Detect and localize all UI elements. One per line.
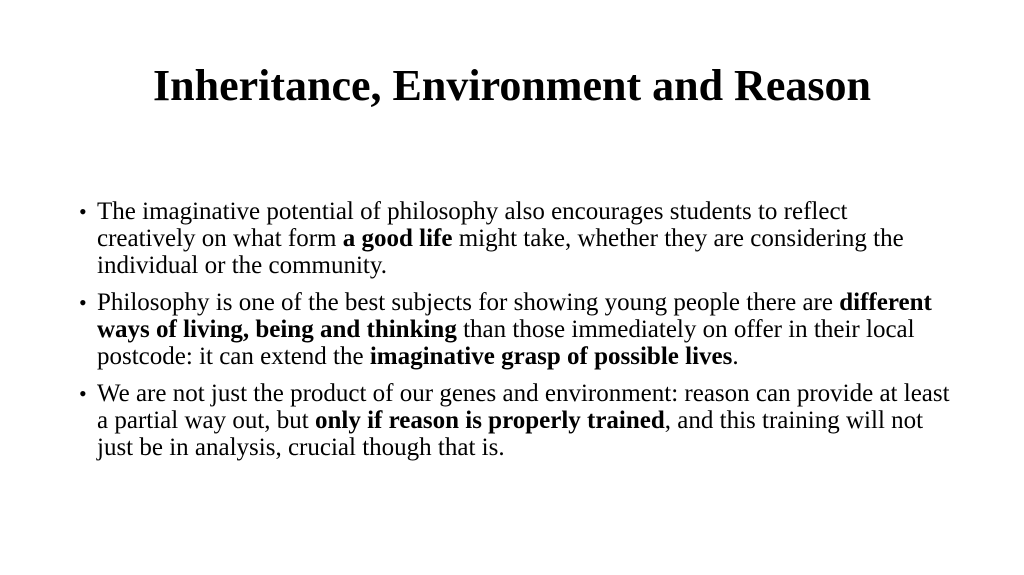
bullet-item: [72, 289, 952, 370]
bullet-text-segment: , and this training will not just be in analysis, crucial though that is.: [97, 407, 924, 461]
bullet-list: [72, 198, 952, 471]
bullet-icon: •: [79, 381, 87, 406]
bullet-text-segment: might take, whether they are considering the individual or the community.: [97, 225, 904, 279]
bullet-text-segment: We are not just the product of our genes and environment: reason can provide at least a partial way out, but: [97, 380, 950, 434]
bullet-text-emphasis: only if reason is properly trained: [315, 407, 665, 434]
bullet-icon: •: [79, 199, 87, 224]
bullet-text-emphasis: imaginative grasp of possible lives: [369, 343, 733, 370]
slide-title: Inheritance, Environment and Reason: [153, 61, 871, 110]
bullet-text-segment: The imaginative potential of philosophy also encourages students to reflect creatively on what form: [97, 198, 848, 252]
bullet-text: [97, 380, 950, 461]
bullet-icon: •: [79, 290, 87, 315]
bullet-text: [97, 289, 932, 370]
bullet-text-emphasis: a good life: [342, 225, 453, 252]
bullet-text-segment: .: [732, 343, 739, 370]
bullet-text-emphasis: different ways of living, being and thinking: [97, 289, 932, 343]
bullet-text: [97, 198, 904, 279]
bullet-text-segment: than those immediately on offer in their local postcode: it can extend the: [97, 316, 915, 370]
bullet-item: [72, 198, 952, 279]
bullet-text-segment: Philosophy is one of the best subjects for showing young people there are: [97, 289, 840, 316]
bullet-item: [72, 380, 952, 461]
